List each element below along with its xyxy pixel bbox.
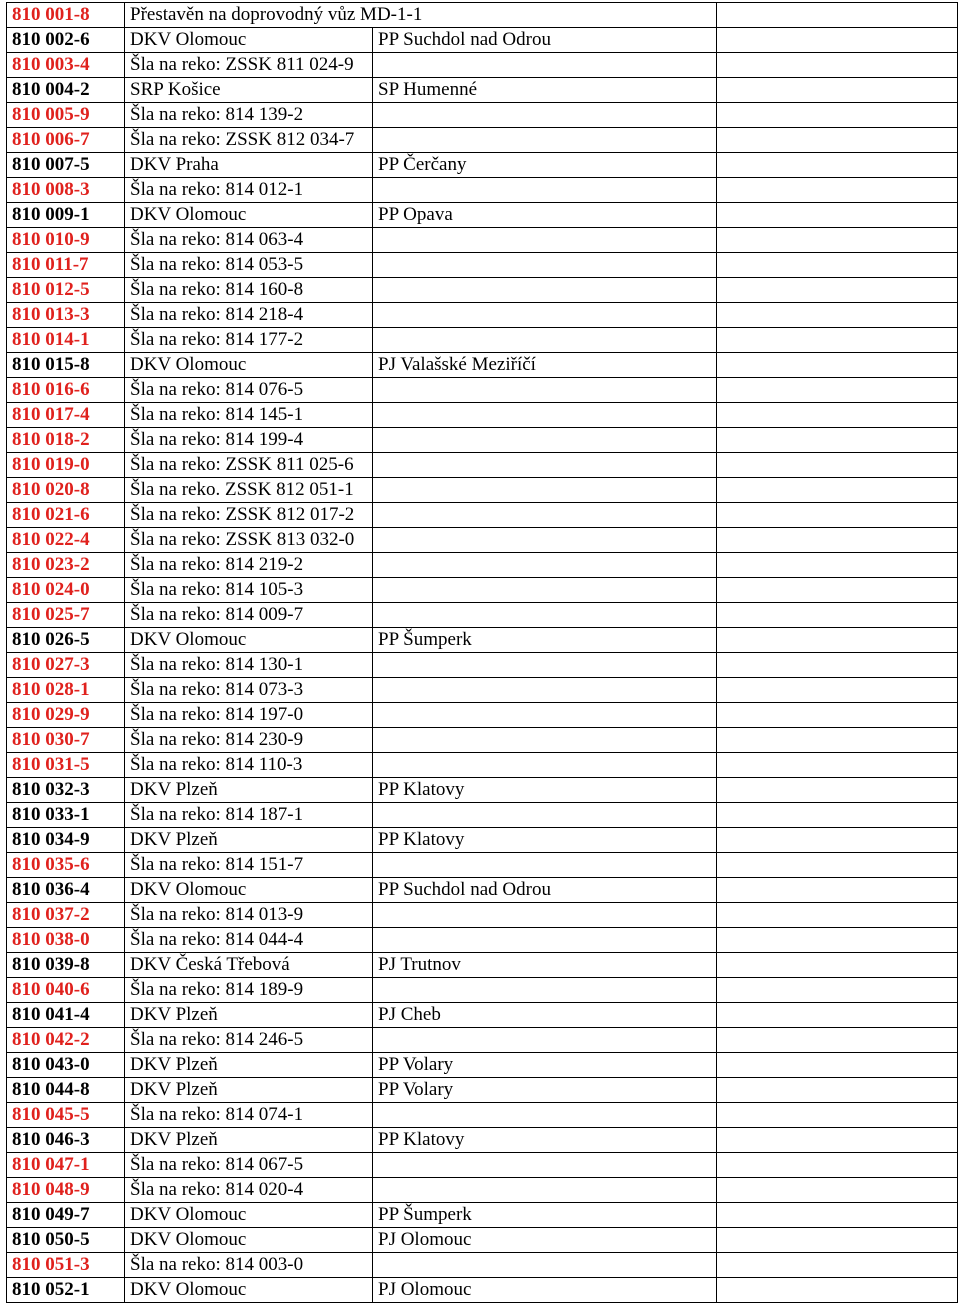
empty-cell [717,903,958,928]
table-row [7,53,958,78]
vehicle-number-cell: 810 047-1 [7,1153,125,1178]
table-row [7,728,958,753]
depot-cell [373,253,717,278]
vehicle-number-cell: 810 016-6 [7,378,125,403]
location-cell: Šla na reko: 814 177-2 [125,328,373,353]
empty-cell [717,828,958,853]
depot-cell: PP Suchdol nad Odrou [373,878,717,903]
depot-cell [373,853,717,878]
location-cell: Šla na reko: 814 020-4 [125,1178,373,1203]
table-row [7,103,958,128]
table-row [7,353,958,378]
empty-cell [717,703,958,728]
vehicle-number-cell: 810 001-8 [7,3,125,28]
location-cell: Šla na reko: ZSSK 811 024-9 [125,53,373,78]
empty-cell [717,578,958,603]
depot-cell [373,178,717,203]
vehicle-table-body [7,3,958,1303]
location-cell: Šla na reko: 814 067-5 [125,1153,373,1178]
empty-cell [717,178,958,203]
depot-cell [373,1153,717,1178]
table-row [7,303,958,328]
empty-cell [717,978,958,1003]
empty-cell [717,428,958,453]
empty-cell [717,1078,958,1103]
vehicle-number-cell: 810 035-6 [7,853,125,878]
empty-cell [717,778,958,803]
empty-cell [717,928,958,953]
location-cell: DKV Plzeň [125,1053,373,1078]
table-row [7,1078,958,1103]
vehicle-number-cell: 810 043-0 [7,1053,125,1078]
depot-cell [373,378,717,403]
empty-cell [717,503,958,528]
vehicle-number-cell: 810 020-8 [7,478,125,503]
empty-cell [717,228,958,253]
vehicle-number-cell: 810 041-4 [7,1003,125,1028]
vehicle-number-cell: 810 045-5 [7,1103,125,1128]
vehicle-number-cell: 810 009-1 [7,203,125,228]
table-row [7,1153,958,1178]
vehicle-number-cell: 810 033-1 [7,803,125,828]
depot-cell [373,928,717,953]
depot-cell: PJ Trutnov [373,953,717,978]
table-row [7,378,958,403]
location-cell: DKV Olomouc [125,878,373,903]
table-row [7,753,958,778]
location-cell: Šla na reko: 814 053-5 [125,253,373,278]
location-cell: DKV Plzeň [125,1003,373,1028]
empty-cell [717,653,958,678]
location-cell: Šla na reko: 814 151-7 [125,853,373,878]
depot-cell [373,303,717,328]
location-cell: Šla na reko: 814 130-1 [125,653,373,678]
table-row [7,578,958,603]
vehicle-number-cell: 810 003-4 [7,53,125,78]
location-cell: DKV Olomouc [125,1278,373,1303]
depot-cell [373,478,717,503]
empty-cell [717,1203,958,1228]
location-cell: DKV Olomouc [125,28,373,53]
location-cell: Šla na reko: 814 219-2 [125,553,373,578]
table-row [7,1228,958,1253]
location-cell: Šla na reko: 814 063-4 [125,228,373,253]
empty-cell [717,1228,958,1253]
location-cell: DKV Plzeň [125,1128,373,1153]
empty-cell [717,1128,958,1153]
location-cell: Šla na reko: 814 218-4 [125,303,373,328]
depot-cell: PP Suchdol nad Odrou [373,28,717,53]
location-cell: DKV Olomouc [125,353,373,378]
table-row [7,453,958,478]
table-row [7,478,958,503]
depot-cell: PP Šumperk [373,1203,717,1228]
depot-cell [373,978,717,1003]
vehicle-number-cell: 810 011-7 [7,253,125,278]
table-row [7,1278,958,1303]
vehicle-number-cell: 810 027-3 [7,653,125,678]
vehicle-number-cell: 810 022-4 [7,528,125,553]
depot-cell: PJ Cheb [373,1003,717,1028]
depot-cell: PJ Olomouc [373,1228,717,1253]
location-cell: DKV Olomouc [125,628,373,653]
table-row [7,653,958,678]
depot-cell: SP Humenné [373,78,717,103]
location-cell: DKV Olomouc [125,1203,373,1228]
location-cell: Šla na reko: 814 105-3 [125,578,373,603]
empty-cell [717,1103,958,1128]
empty-cell [717,1253,958,1278]
empty-cell [717,478,958,503]
vehicle-table [6,2,958,1303]
vehicle-number-cell: 810 012-5 [7,278,125,303]
vehicle-number-cell: 810 029-9 [7,703,125,728]
table-row [7,528,958,553]
location-cell: Šla na reko: 814 009-7 [125,603,373,628]
empty-cell [717,128,958,153]
table-row [7,853,958,878]
location-cell: Šla na reko: 814 110-3 [125,753,373,778]
vehicle-number-cell: 810 031-5 [7,753,125,778]
depot-cell [373,453,717,478]
vehicle-number-cell: 810 040-6 [7,978,125,1003]
table-row [7,153,958,178]
vehicle-number-cell: 810 023-2 [7,553,125,578]
depot-cell [373,678,717,703]
depot-cell [373,328,717,353]
empty-cell [717,278,958,303]
depot-cell: PJ Olomouc [373,1278,717,1303]
empty-cell [717,678,958,703]
vehicle-number-cell: 810 014-1 [7,328,125,353]
vehicle-number-cell: 810 032-3 [7,778,125,803]
depot-cell [373,503,717,528]
table-row [7,953,958,978]
table-row [7,328,958,353]
table-row [7,403,958,428]
location-cell: Šla na reko: 814 074-1 [125,1103,373,1128]
vehicle-number-cell: 810 008-3 [7,178,125,203]
vehicle-number-cell: 810 039-8 [7,953,125,978]
empty-cell [717,203,958,228]
location-cell: Šla na reko. ZSSK 812 051-1 [125,478,373,503]
depot-cell [373,3,717,28]
vehicle-number-cell: 810 002-6 [7,28,125,53]
depot-cell [373,1253,717,1278]
depot-cell [373,653,717,678]
table-row [7,1128,958,1153]
location-cell: Přestavěn na doprovodný vůz MD-1-1 [125,3,373,28]
location-cell: Šla na reko: 814 189-9 [125,978,373,1003]
vehicle-number-cell: 810 051-3 [7,1253,125,1278]
vehicle-number-cell: 810 017-4 [7,403,125,428]
location-cell: DKV Plzeň [125,828,373,853]
depot-cell [373,603,717,628]
empty-cell [717,28,958,53]
table-row [7,1203,958,1228]
depot-cell [373,753,717,778]
table-row [7,778,958,803]
empty-cell [717,453,958,478]
table-row [7,603,958,628]
depot-cell: PP Šumperk [373,628,717,653]
empty-cell [717,878,958,903]
vehicle-number-cell: 810 024-0 [7,578,125,603]
vehicle-number-cell: 810 046-3 [7,1128,125,1153]
empty-cell [717,1003,958,1028]
depot-cell [373,1028,717,1053]
table-row [7,1028,958,1053]
depot-cell [373,228,717,253]
location-cell: Šla na reko: 814 012-1 [125,178,373,203]
empty-cell [717,803,958,828]
table-row [7,178,958,203]
location-cell: Šla na reko: 814 139-2 [125,103,373,128]
location-cell: Šla na reko: ZSSK 812 034-7 [125,128,373,153]
depot-cell: PP Volary [373,1078,717,1103]
table-row [7,903,958,928]
vehicle-number-cell: 810 021-6 [7,503,125,528]
location-cell: Šla na reko: 814 003-0 [125,1253,373,1278]
location-cell: Šla na reko: 814 197-0 [125,703,373,728]
table-row [7,428,958,453]
depot-cell [373,803,717,828]
vehicle-number-cell: 810 042-2 [7,1028,125,1053]
table-row [7,78,958,103]
location-cell: DKV Plzeň [125,1078,373,1103]
depot-cell [373,553,717,578]
empty-cell [717,553,958,578]
depot-cell [373,278,717,303]
table-row [7,3,958,28]
location-cell: Šla na reko: 814 160-8 [125,278,373,303]
empty-cell [717,528,958,553]
empty-cell [717,728,958,753]
vehicle-number-cell: 810 025-7 [7,603,125,628]
table-row [7,878,958,903]
table-row [7,203,958,228]
location-cell: Šla na reko: 814 246-5 [125,1028,373,1053]
empty-cell [717,1278,958,1303]
depot-cell: PP Klatovy [373,1128,717,1153]
empty-cell [717,378,958,403]
empty-cell [717,253,958,278]
table-row [7,553,958,578]
table-row [7,678,958,703]
table-row [7,803,958,828]
table-row [7,128,958,153]
table-row [7,228,958,253]
vehicle-number-cell: 810 049-7 [7,1203,125,1228]
empty-cell [717,1178,958,1203]
table-row [7,978,958,1003]
table-row [7,1003,958,1028]
vehicle-number-cell: 810 038-0 [7,928,125,953]
vehicle-number-cell: 810 030-7 [7,728,125,753]
vehicle-number-cell: 810 037-2 [7,903,125,928]
vehicle-number-cell: 810 010-9 [7,228,125,253]
vehicle-number-cell: 810 028-1 [7,678,125,703]
depot-cell [373,903,717,928]
table-row [7,828,958,853]
location-cell: Šla na reko: 814 013-9 [125,903,373,928]
depot-cell [373,528,717,553]
location-cell: Šla na reko: ZSSK 812 017-2 [125,503,373,528]
depot-cell: PP Čerčany [373,153,717,178]
empty-cell [717,328,958,353]
empty-cell [717,103,958,128]
empty-cell [717,1153,958,1178]
empty-cell [717,1053,958,1078]
depot-cell [373,53,717,78]
table-row [7,928,958,953]
vehicle-number-cell: 810 048-9 [7,1178,125,1203]
empty-cell [717,78,958,103]
vehicle-number-cell: 810 015-8 [7,353,125,378]
table-row [7,1103,958,1128]
vehicle-number-cell: 810 005-9 [7,103,125,128]
vehicle-number-cell: 810 026-5 [7,628,125,653]
depot-cell [373,1178,717,1203]
location-cell: Šla na reko: 814 187-1 [125,803,373,828]
vehicle-number-cell: 810 052-1 [7,1278,125,1303]
vehicle-number-cell: 810 050-5 [7,1228,125,1253]
vehicle-number-cell: 810 013-3 [7,303,125,328]
depot-cell [373,1103,717,1128]
depot-cell: PP Klatovy [373,778,717,803]
empty-cell [717,628,958,653]
depot-cell: PP Klatovy [373,828,717,853]
vehicle-number-cell: 810 004-2 [7,78,125,103]
location-cell: Šla na reko: 814 145-1 [125,403,373,428]
location-cell: SRP Košice [125,78,373,103]
location-cell: DKV Česká Třebová [125,953,373,978]
table-row [7,703,958,728]
vehicle-number-cell: 810 036-4 [7,878,125,903]
location-cell: DKV Olomouc [125,203,373,228]
depot-cell [373,578,717,603]
depot-cell [373,128,717,153]
location-cell: DKV Plzeň [125,778,373,803]
empty-cell [717,853,958,878]
empty-cell [717,3,958,28]
depot-cell: PP Volary [373,1053,717,1078]
location-cell: Šla na reko: 814 044-4 [125,928,373,953]
depot-cell [373,403,717,428]
empty-cell [717,53,958,78]
vehicle-number-cell: 810 018-2 [7,428,125,453]
depot-cell [373,703,717,728]
location-cell: Šla na reko: 814 073-3 [125,678,373,703]
empty-cell [717,1028,958,1053]
depot-cell [373,428,717,453]
empty-cell [717,303,958,328]
location-cell: Šla na reko: 814 199-4 [125,428,373,453]
location-cell: Šla na reko: 814 076-5 [125,378,373,403]
depot-cell [373,728,717,753]
table-row [7,253,958,278]
empty-cell [717,753,958,778]
table-row [7,503,958,528]
table-row [7,628,958,653]
vehicle-number-cell: 810 006-7 [7,128,125,153]
location-cell: DKV Olomouc [125,1228,373,1253]
empty-cell [717,403,958,428]
table-row [7,1053,958,1078]
depot-cell [373,103,717,128]
vehicle-number-cell: 810 044-8 [7,1078,125,1103]
location-cell: Šla na reko: 814 230-9 [125,728,373,753]
table-row [7,278,958,303]
table-row [7,1178,958,1203]
vehicle-number-cell: 810 034-9 [7,828,125,853]
location-cell: DKV Praha [125,153,373,178]
location-cell: Šla na reko: ZSSK 811 025-6 [125,453,373,478]
vehicle-number-cell: 810 019-0 [7,453,125,478]
empty-cell [717,603,958,628]
location-cell: Šla na reko: ZSSK 813 032-0 [125,528,373,553]
empty-cell [717,153,958,178]
vehicle-number-cell: 810 007-5 [7,153,125,178]
table-row [7,28,958,53]
empty-cell [717,953,958,978]
depot-cell: PP Opava [373,203,717,228]
empty-cell [717,353,958,378]
table-row [7,1253,958,1278]
depot-cell: PJ Valašské Meziříčí [373,353,717,378]
